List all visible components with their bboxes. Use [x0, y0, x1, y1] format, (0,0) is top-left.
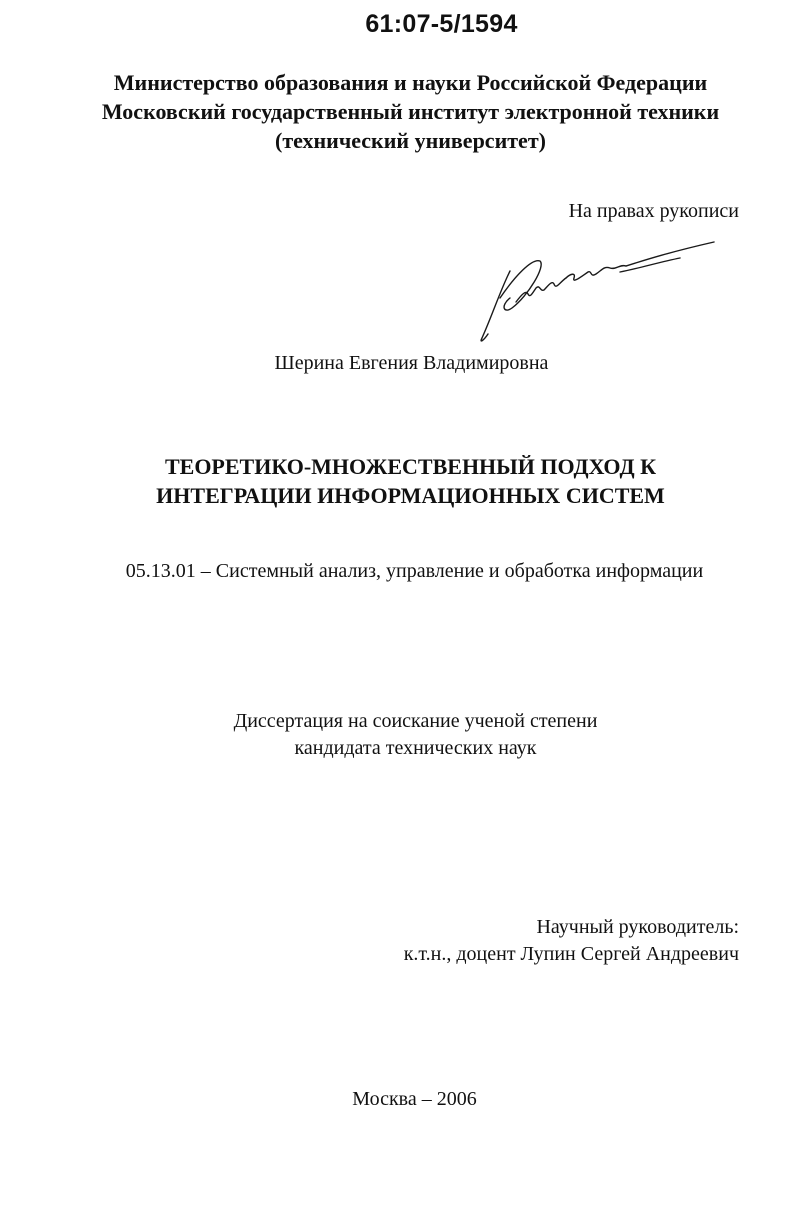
manuscript-rights-note: На правах рукописи — [568, 200, 739, 222]
degree-statement — [0, 708, 793, 762]
dissertation-title — [0, 452, 793, 510]
author-name: Шерина Евгения Владимировна — [274, 352, 549, 374]
supervisor-block — [404, 914, 739, 968]
university-line: (технический университет) — [275, 128, 546, 153]
supervisor-label: Научный руководитель: — [536, 916, 739, 938]
title-line: ИНТЕГРАЦИИ ИНФОРМАЦИОННЫХ СИСТЕМ — [156, 483, 665, 508]
degree-line: кандидата технических наук — [294, 737, 537, 759]
archive-code: 61:07-5/1594 — [365, 10, 518, 38]
ministry-line: Министерство образования и науки Российской Федерации — [113, 70, 708, 95]
institute-line: Московский государственный институт электронной техники — [101, 99, 720, 124]
handwritten-signature — [470, 236, 720, 346]
degree-line: Диссертация на соискание ученой степени — [233, 710, 598, 732]
specialty-code: 05.13.01 – Системный анализ, управление и обработка информации — [125, 560, 704, 582]
institution-header — [0, 68, 793, 155]
supervisor-name: к.т.н., доцент Лупин Сергей Андреевич — [403, 943, 739, 965]
title-line: ТЕОРЕТИКО-МНОЖЕСТВЕННЫЙ ПОДХОД К — [164, 454, 657, 479]
city-year: Москва – 2006 — [352, 1088, 477, 1110]
